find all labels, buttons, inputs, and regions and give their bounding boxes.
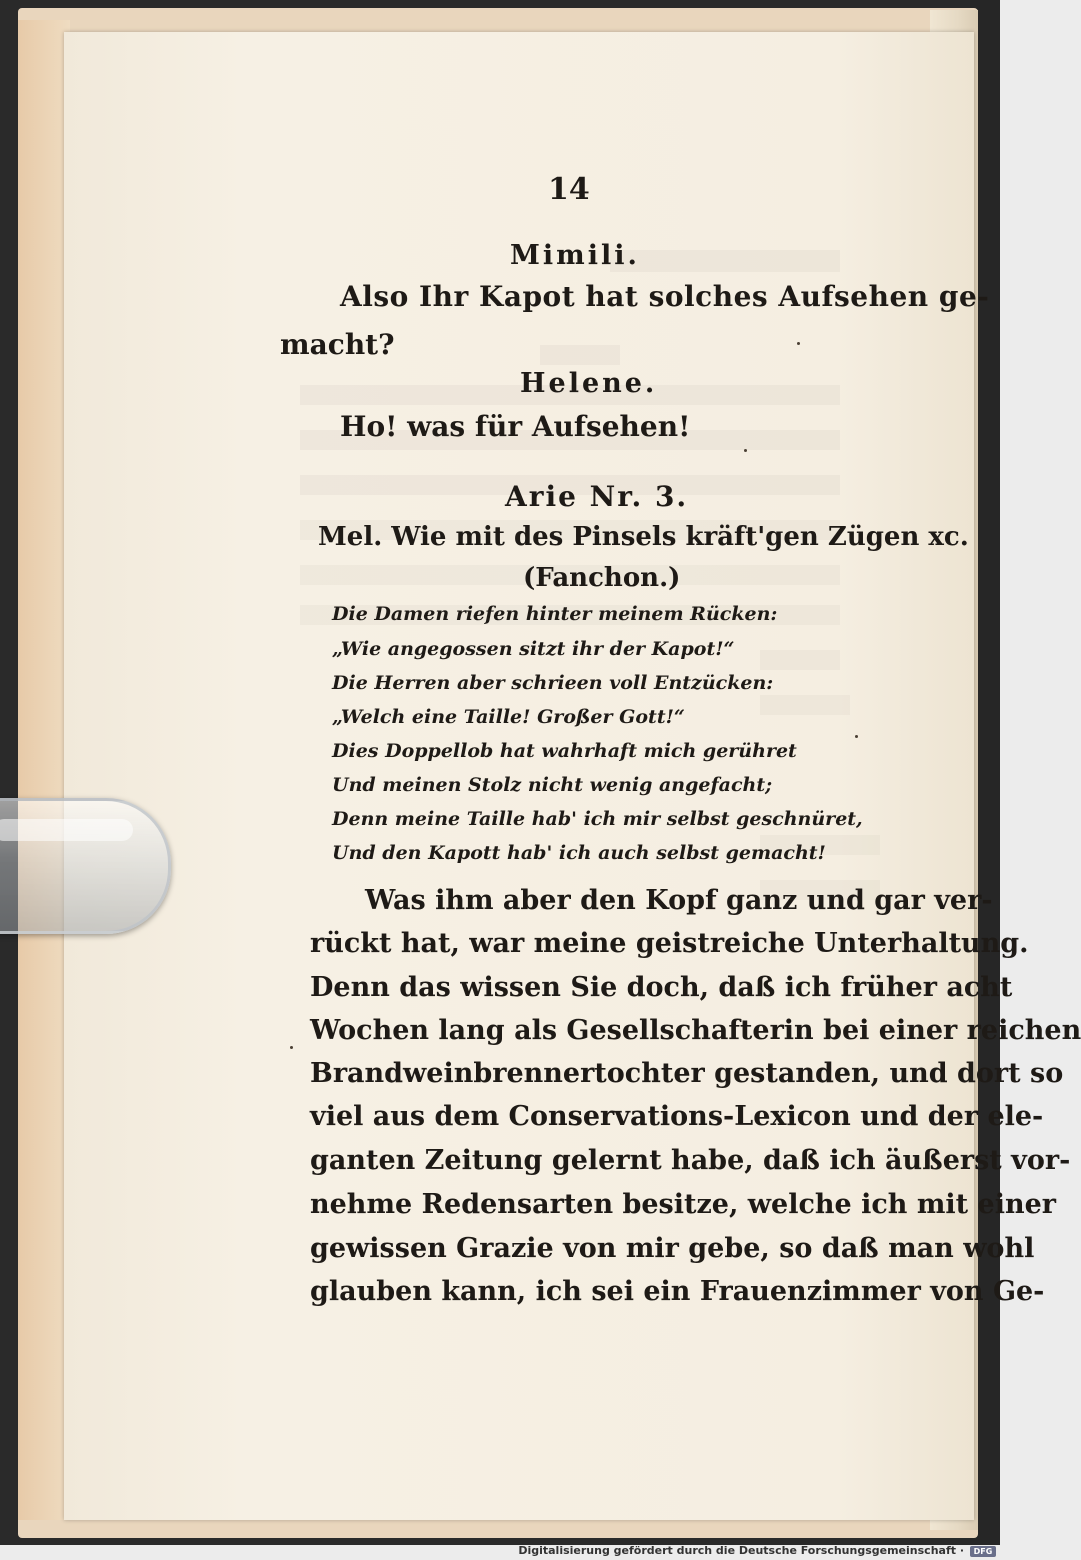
prose-line: ganten Zeitung gelernt habe, daß ich äußerst vor- (310, 1145, 1071, 1176)
plastic-page-clip (0, 798, 171, 934)
speaker-name-helene: Helene. (520, 368, 658, 399)
prose-line: nehme Redensarten besitze, welche ich mit einer (310, 1189, 1057, 1220)
verse-line: „Welch eine Taille! Großer Gott!“ (332, 706, 685, 728)
verse-line: Die Herren aber schrieen voll Entzücken: (332, 672, 774, 694)
melody-source: (Fanchon.) (523, 563, 681, 593)
ink-speck (744, 449, 747, 452)
verse-line: Und den Kapott hab' ich auch selbst gemacht! (332, 842, 826, 864)
dfg-logo: DFG (970, 1546, 996, 1557)
prose-line: Was ihm aber den Kopf ganz und gar ver- (365, 885, 993, 916)
verse-line: „Wie angegossen sitzt ihr der Kapot!“ (332, 638, 735, 660)
prose-line: Brandweinbrennertochter gestanden, und dort so (310, 1058, 1064, 1089)
clip-highlight (0, 819, 133, 841)
prose-line: glauben kann, ich sei ein Frauenzimmer von Ge- (310, 1276, 1045, 1307)
prose-line: Denn das wissen Sie doch, daß ich früher acht (310, 972, 1013, 1003)
verse-line: Die Damen riefen hinter meinem Rücken: (332, 603, 778, 625)
verse-line: Dies Doppellob hat wahrhaft mich gerühret (332, 740, 797, 762)
page-number: 14 (548, 172, 590, 207)
verse-line: Und meinen Stolz nicht wenig angefacht; (332, 774, 773, 796)
book-cover-edge (18, 20, 70, 1520)
melody-indication: Mel. Wie mit des Pinsels kräft'gen Zügen xc. (318, 522, 969, 552)
dialogue-line: Ho! was für Aufsehen! (340, 410, 691, 443)
prose-line: viel aus dem Conservations-Lexicon und der ele- (310, 1101, 1044, 1132)
prose-line: rückt hat, war meine geistreiche Unterhaltung. (310, 928, 1029, 959)
verse-line: Denn meine Taille hab' ich mir selbst geschnüret, (332, 808, 863, 830)
ink-speck (290, 1046, 293, 1049)
funding-credit: Digitalisierung gefördert durch die Deutsche Forschungsgemeinschaft · (518, 1544, 964, 1557)
dialogue-line: Also Ihr Kapot hat solches Aufsehen ge- (340, 280, 990, 313)
ink-speck (797, 342, 800, 345)
prose-line: gewissen Grazie von mir gebe, so daß man wohl (310, 1233, 1035, 1264)
speaker-name-mimili: Mimili. (510, 240, 640, 271)
prose-line: Wochen lang als Gesellschafterin bei einer reichen (310, 1015, 1081, 1046)
aria-heading: Arie Nr. 3. (505, 480, 689, 513)
dialogue-line: macht? (280, 328, 395, 361)
ink-speck (855, 735, 858, 738)
